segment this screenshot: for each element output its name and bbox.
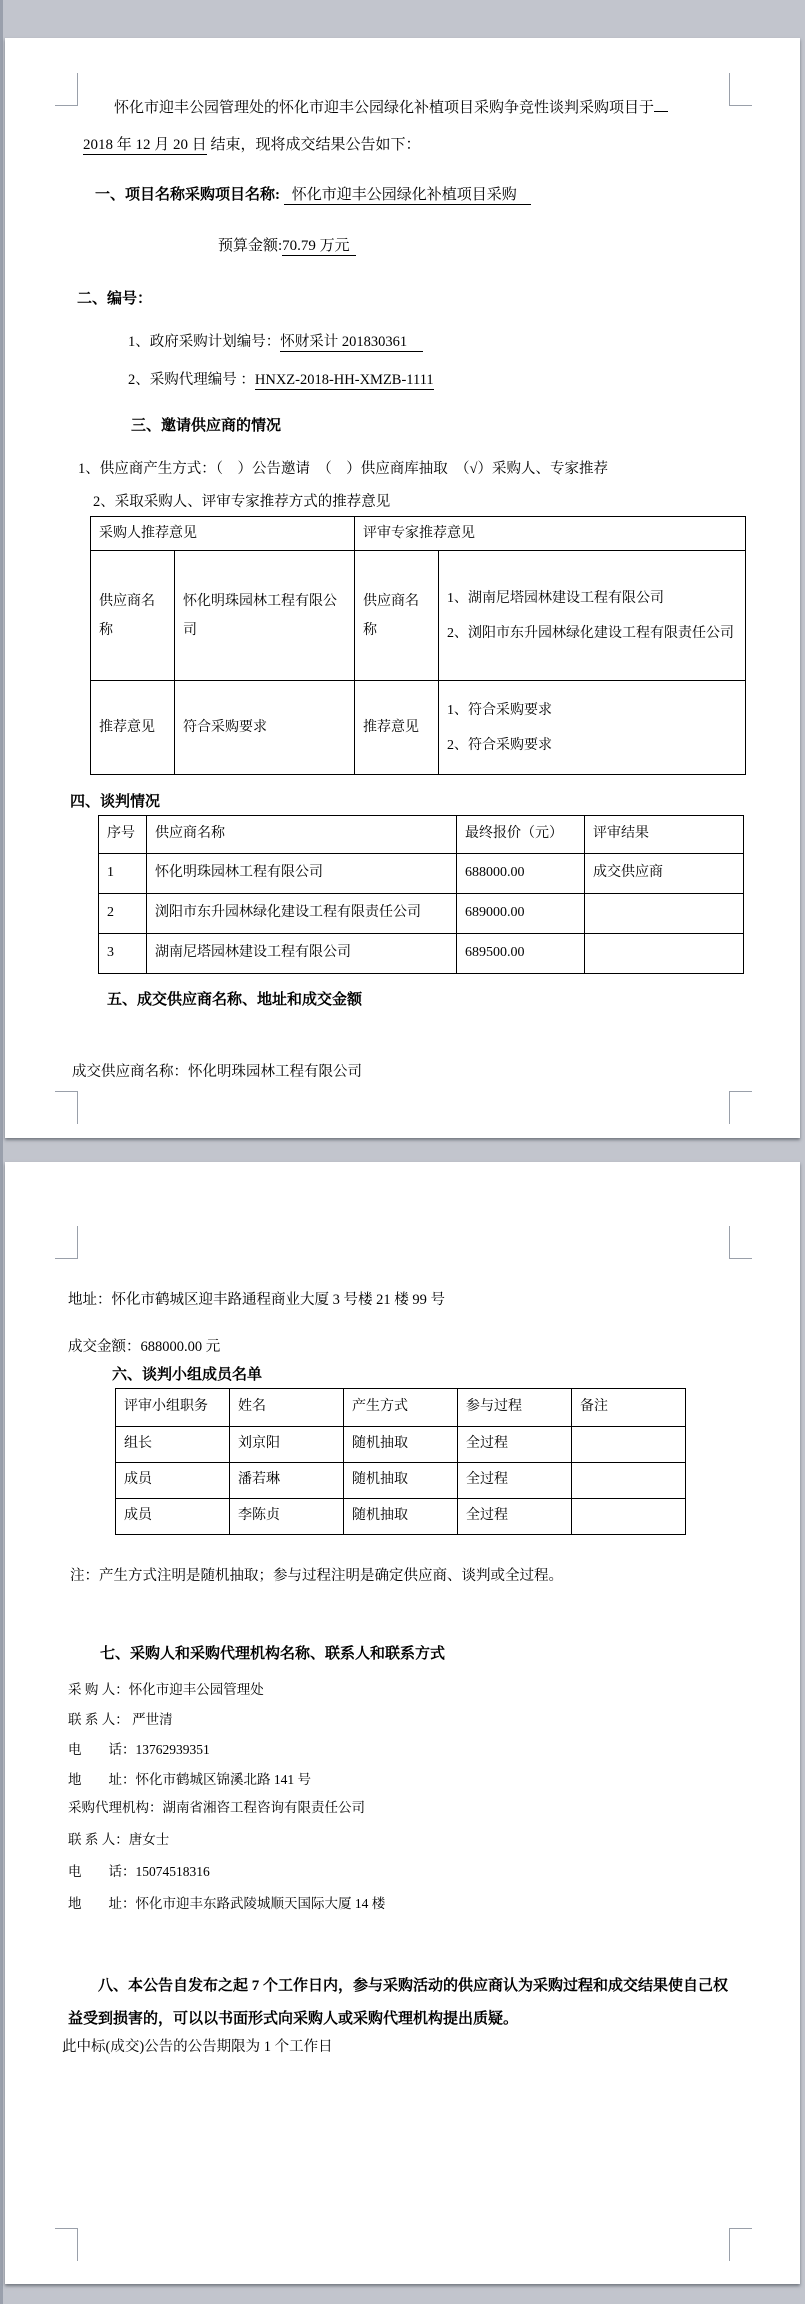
table-row <box>91 551 746 681</box>
section1-heading: 一、项目名称采购项目名称: <box>95 187 280 203</box>
intro-line-1 <box>114 96 668 118</box>
purchaser-phone-line: 电 话：13762939351 <box>68 1742 210 1757</box>
budget-value: 70.79 万元 <box>282 238 356 256</box>
cell-value <box>439 681 746 775</box>
seq-no: 3 <box>99 934 147 974</box>
purchaser-line: 采 购 人：怀化市迎丰公园管理处 <box>68 1682 264 1697</box>
expert-opinion-2: 2、符合采购要求 <box>447 737 552 753</box>
table-header-cell: 参与过程 <box>458 1389 572 1427</box>
member-role: 成员 <box>116 1463 230 1499</box>
document-page-2 <box>5 1162 800 2284</box>
table-row <box>91 681 746 775</box>
selection-method: 随机抽取 <box>344 1463 458 1499</box>
participation: 全过程 <box>458 1499 572 1535</box>
final-price: 689000.00 <box>457 894 585 934</box>
intro-text: 怀化市迎丰公园管理处的怀化市迎丰公园绿化补植项目采购争竞性谈判采购项目于 <box>114 100 655 116</box>
budget-line <box>218 237 356 256</box>
table-header-cell: 备注 <box>572 1389 686 1427</box>
deal-amount-line: 成交金额：688000.00 元 <box>68 1339 221 1355</box>
section7-heading: 七、采购人和采购代理机构名称、联系人和联系方式 <box>100 1646 446 1662</box>
table-header-cell: 序号 <box>99 816 147 854</box>
row-label: 推荐意见 <box>91 681 175 775</box>
participation: 全过程 <box>458 1427 572 1463</box>
margin-crop-mark <box>55 2228 78 2261</box>
agency-contact-line: 联 系 人：唐女士 <box>68 1832 170 1847</box>
purchaser-contact-line: 联 系 人： 严世清 <box>68 1712 173 1727</box>
panel-member-table <box>115 1388 686 1535</box>
margin-crop-mark <box>729 1091 752 1124</box>
table-header-cell: 评审专家推荐意见 <box>355 517 746 551</box>
agency-phone-line: 电 话：15074518316 <box>68 1864 210 1879</box>
recommendation-line: 2、采取采购人、评审专家推荐方式的推荐意见 <box>93 494 391 510</box>
intro-text-rest: 结束，现将成交结果公告如下： <box>210 137 421 153</box>
table-header-cell: 评审小组职务 <box>116 1389 230 1427</box>
member-name: 刘京阳 <box>230 1427 344 1463</box>
table-row <box>116 1463 686 1499</box>
plan-number-label: 1、政府采购计划编号： <box>128 334 281 350</box>
member-role: 组长 <box>116 1427 230 1463</box>
table-header-cell: 评审结果 <box>585 816 744 854</box>
section6-heading: 六、谈判小组成员名单 <box>112 1367 263 1383</box>
margin-crop-mark <box>55 73 78 106</box>
section3-heading: 三、邀请供应商的情况 <box>131 418 282 434</box>
expert-supplier-1: 1、湖南尼塔园林建设工程有限公司 <box>447 590 664 606</box>
negotiation-table <box>98 815 744 974</box>
underline-blank <box>654 96 668 112</box>
table-header-cell: 产生方式 <box>344 1389 458 1427</box>
seq-no: 2 <box>99 894 147 934</box>
winner-address-line: 地址：怀化市鹤城区迎丰路通程商业大厦 3 号楼 21 楼 99 号 <box>68 1292 445 1308</box>
table-header-cell: 采购人推荐意见 <box>91 517 355 551</box>
recommendation-table <box>90 516 746 775</box>
remark <box>572 1499 686 1535</box>
review-result <box>585 894 744 934</box>
table-row <box>99 894 744 934</box>
table-header-cell: 姓名 <box>230 1389 344 1427</box>
margin-crop-mark <box>729 2228 752 2261</box>
supplier-name: 怀化明珠园林工程有限公司 <box>147 854 457 894</box>
supplier-method-line: 1、供应商产生方式：（ ）公告邀请 （ ）供应商库抽取 （√）采购人、专家推荐 <box>78 461 608 477</box>
table-row <box>99 854 744 894</box>
document-page-1 <box>5 38 800 1138</box>
seq-no: 1 <box>99 854 147 894</box>
cell-value: 怀化明珠园林工程有限公司 <box>175 551 355 681</box>
selection-method: 随机抽取 <box>344 1427 458 1463</box>
table-note-line: 注：产生方式注明是随机抽取；参与过程注明是确定供应商、谈判或全过程。 <box>70 1568 563 1584</box>
section8-paragraph: 八、本公告自发布之起 7 个工作日内，参与采购活动的供应商认为采购过程和成交结果使自己权益受到损害的，可以以书面形式向采购人或采购代理机构提出质疑。 <box>68 1978 729 2027</box>
section2-heading: 二、编号： <box>77 291 153 307</box>
intro-line-2 <box>83 136 421 155</box>
project-name: 怀化市迎丰公园绿化补植项目采购 <box>284 187 531 205</box>
plan-number-line <box>128 333 423 351</box>
agent-number-label: 2、采购代理编号 ： <box>128 372 255 388</box>
table-header-cell: 供应商名称 <box>147 816 457 854</box>
member-name: 李陈贞 <box>230 1499 344 1535</box>
table-row <box>116 1499 686 1535</box>
agency-line: 采购代理机构：湖南省湘咨工程咨询有限责任公司 <box>68 1800 365 1815</box>
review-result <box>585 934 744 974</box>
selection-method: 随机抽取 <box>344 1499 458 1535</box>
table-row <box>99 934 744 974</box>
final-price: 689500.00 <box>457 934 585 974</box>
row-label: 推荐意见 <box>355 681 439 775</box>
margin-crop-mark <box>55 1226 78 1259</box>
supplier-name: 浏阳市东升园林绿化建设工程有限责任公司 <box>147 894 457 934</box>
close-date: 2018 年 12 月 20 日 <box>83 137 207 153</box>
agent-number-line <box>128 371 434 389</box>
winner-line: 成交供应商名称：怀化明珠园林工程有限公司 <box>72 1064 362 1080</box>
budget-label: 预算金额: <box>218 238 283 254</box>
member-name: 潘若琳 <box>230 1463 344 1499</box>
agency-address-line: 地 址：怀化市迎丰东路武陵城顺天国际大厦 14 楼 <box>68 1896 386 1911</box>
member-role: 成员 <box>116 1499 230 1535</box>
cell-value <box>439 551 746 681</box>
table-row <box>116 1427 686 1463</box>
participation: 全过程 <box>458 1463 572 1499</box>
remark <box>572 1427 686 1463</box>
expert-opinion-1: 1、符合采购要求 <box>447 702 552 718</box>
table-header-cell: 最终报价（元） <box>457 816 585 854</box>
purchaser-address-line: 地 址：怀化市鹤城区锦溪北路 141 号 <box>68 1772 311 1787</box>
section1-line <box>95 186 531 205</box>
margin-crop-mark <box>729 73 752 106</box>
announcement-period-line: 此中标(成交)公告的公告期限为 1 个工作日 <box>62 2039 333 2055</box>
left-edge-shadow <box>0 0 3 2304</box>
supplier-name: 湖南尼塔园林建设工程有限公司 <box>147 934 457 974</box>
cell-value: 符合采购要求 <box>175 681 355 775</box>
final-price: 688000.00 <box>457 854 585 894</box>
margin-crop-mark <box>55 1091 78 1124</box>
plan-number-value: 怀财采计 201830361 <box>280 334 423 352</box>
remark <box>572 1463 686 1499</box>
agent-number-value: HNXZ-2018-HH-XMZB-1111 <box>254 372 434 388</box>
review-result: 成交供应商 <box>585 854 744 894</box>
expert-supplier-2: 2、浏阳市东升园林绿化建设工程有限责任公司 <box>447 625 734 641</box>
margin-crop-mark <box>729 1226 752 1259</box>
section4-heading: 四、谈判情况 <box>70 794 161 810</box>
row-label: 供应商名称 <box>91 551 175 681</box>
section5-heading: 五、成交供应商名称、地址和成交金额 <box>107 992 363 1008</box>
row-label: 供应商名称 <box>355 551 439 681</box>
